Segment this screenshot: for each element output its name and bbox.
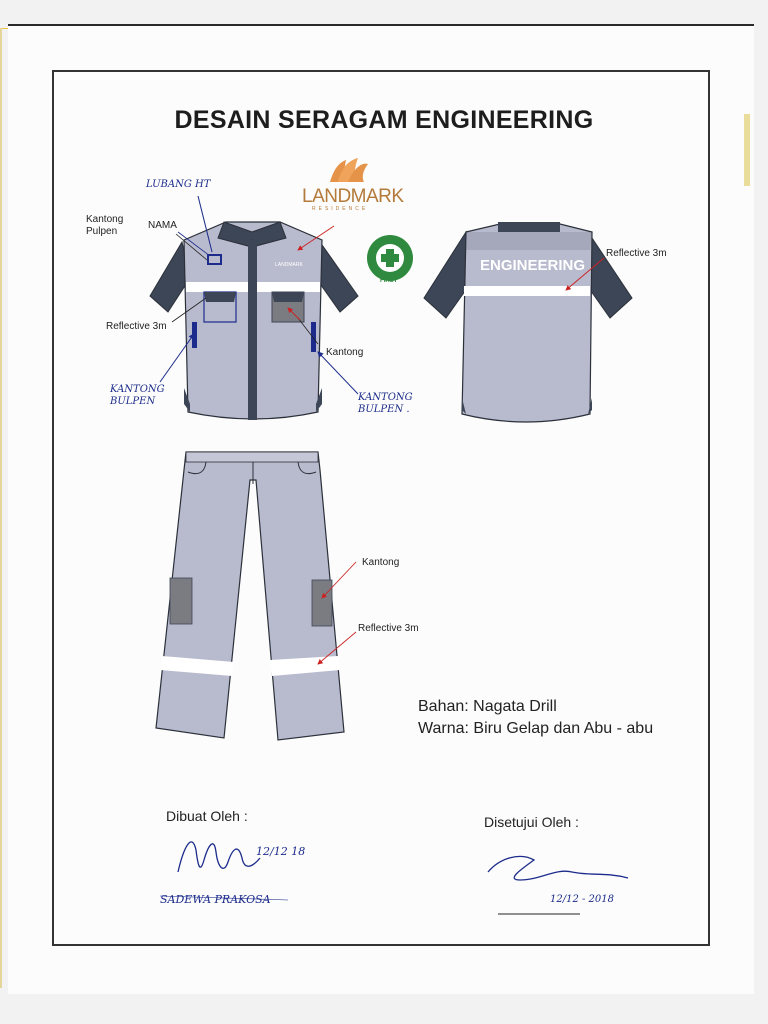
signature-approver-icon (488, 856, 628, 880)
note-kantong-bulpen-left: KANTONG BULPEN (110, 384, 165, 407)
material-warna: Warna: Biru Gelap dan Abu - abu (418, 720, 654, 737)
signature-maker-icon (178, 842, 260, 872)
label-kantong-shirt: Kantong (326, 347, 364, 358)
label-nama: NAMA (148, 220, 177, 231)
document-title: DESAIN SERAGAM ENGINEERING (174, 106, 594, 134)
label-kantong-pants: Kantong (362, 557, 400, 568)
material-bahan: Bahan: Nagata Drill (418, 698, 557, 715)
label-kantong-pulpen: Kantong Pulpen (86, 214, 124, 237)
shirt-back-drawing (424, 222, 632, 422)
safety-badge-bottom-text: FIRST (380, 278, 398, 284)
approved-by-label: Disetujui Oleh : (484, 814, 579, 830)
approved-by-date: 12/12 - 2018 (550, 894, 615, 905)
shirt-back-engineering-text: ENGINEERING (480, 257, 586, 274)
shirt-front-drawing (150, 222, 358, 420)
note-kantong-bulpen-right: KANTONG BULPEN . (358, 392, 413, 415)
landmark-logo-subtext: RESIDENCE (312, 206, 369, 212)
made-by-name: SADEWA PRAKOSA (160, 893, 271, 906)
landmark-logo-icon (330, 158, 368, 182)
pants-drawing (156, 452, 344, 740)
note-lubang-ht: LUBANG HT (146, 179, 211, 190)
label-reflective-shirt-front: Reflective 3m (106, 321, 167, 332)
shirt-front-logo-text: LANDMARK (275, 262, 303, 268)
made-by-label: Dibuat Oleh : (166, 808, 248, 824)
label-reflective-pants: Reflective 3m (358, 623, 419, 634)
label-reflective-shirt-back: Reflective 3m (606, 248, 667, 259)
made-by-date: 12/12 18 (256, 845, 306, 858)
safety-badge-top-text: SAFETY (377, 239, 401, 245)
landmark-logo-text: LANDMARK (302, 186, 404, 207)
